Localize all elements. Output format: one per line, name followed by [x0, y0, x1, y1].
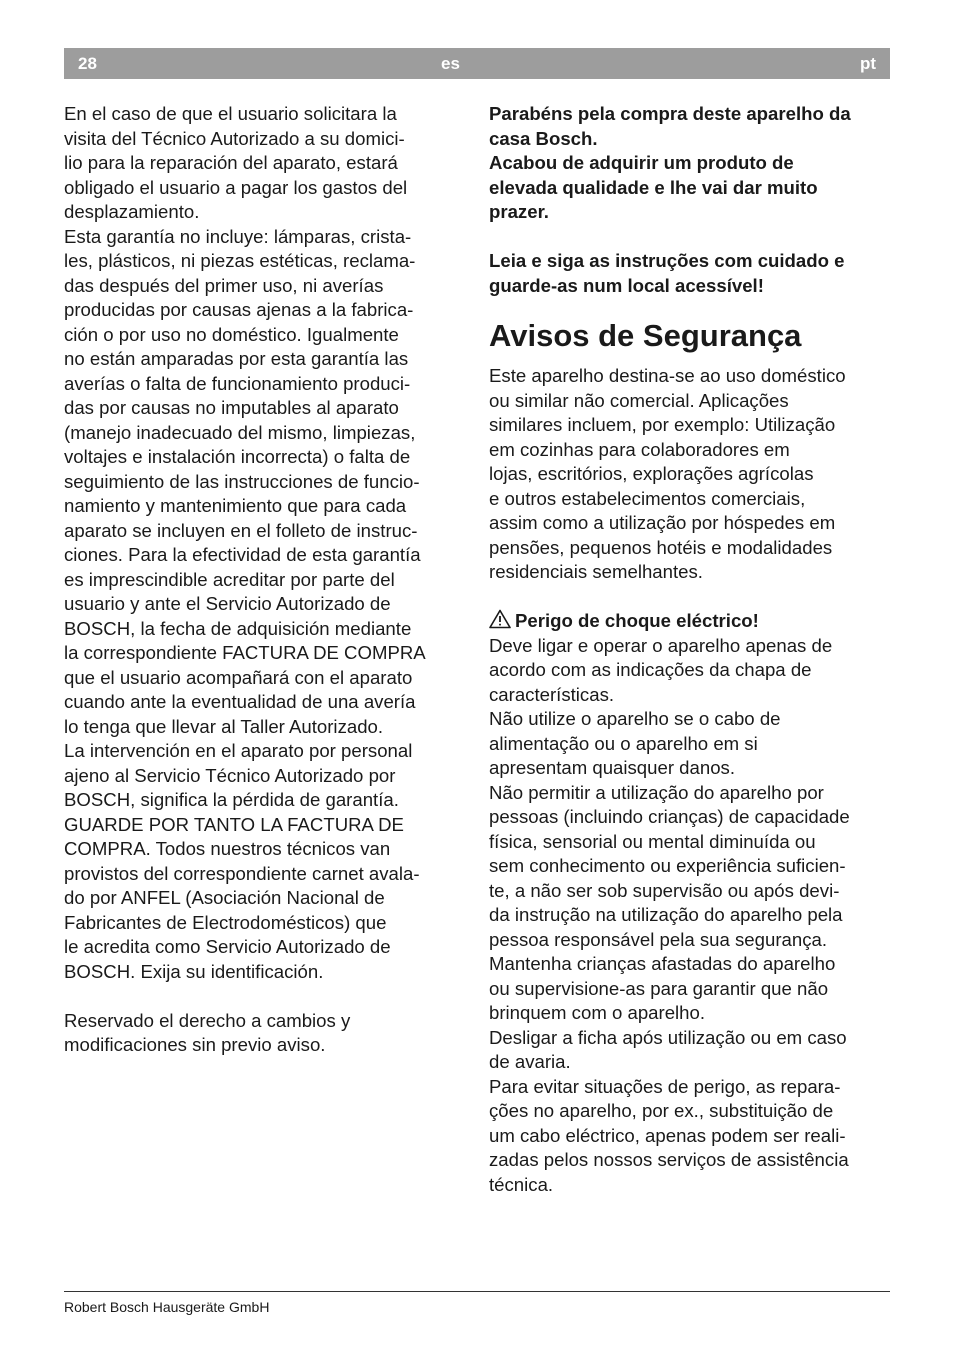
warning-title: Perigo de choque eléctrico!	[515, 610, 759, 631]
footer-company: Robert Bosch Hausgeräte GmbH	[64, 1299, 270, 1315]
warranty-paragraph-2: Esta garantía no incluye: lámparas, crista- les, plásticos, ni piezas estéticas, reclama- das después del primer uso, ni averías producidas por causas ajenas a la fabrica- ción o por uso no doméstico. Igualmente no están amparadas por esta garantía las averías o falta de funcionamiento produci- das por causas no imputables al aparato (manejo inadecuado del mismo, limpiezas, voltajes e instalación incorrecta) o falta de seguimiento de las instrucciones de funcio- namiento y mantenimiento que para cada aparato se incluyen en el folleto de instruc- ciones. Para la efectividad de esta garantía es imprescindible acreditar por parte del usuario y ante el Servicio Autorizado de BOSCH, la fecha de adquisición mediante la correspondiente FACTURA DE COMPRA que el usuario acompañará con el aparato cuando ante la eventualidad de una avería lo tenga que llevar al Taller Autorizado.	[64, 225, 426, 737]
language-label-pt: pt	[859, 54, 876, 73]
safety-instructions-paragraph: Deve ligar e operar o aparelho apenas de acordo com as indicações da chapa de características. Não utilize o aparelho se o cabo de alimentação ou o aparelho em si apresentam quaisquer danos. Não permitir a utilização do aparelho por pessoas (incluindo crianças) de capacidade física, sensorial ou mental diminuída ou sem conhecimento ou experiência suficien- te, a não ser sob supervisão ou após devi- da instrução na utilização do aparelho pela pessoa responsável pela sua segurança. Mantenha crianças afastadas do aparelho ou supervisione-as para garantir que não brinquem com o aparelho. Desligar a ficha após utilização ou em caso de avaria. Para evitar situações de perigo, as repara- ções no aparelho, por ex., substituição de um cabo eléctrico, apenas podem ser reali- zadas pelos nossos serviços de assistência técnica.	[489, 634, 850, 1195]
intro-instructions: Leia e siga as instruções com cuidado e guarde-as num local acessível!	[489, 250, 845, 296]
section-heading: Avisos de Segurança	[489, 318, 802, 353]
right-column-portuguese	[489, 102, 894, 1197]
warning-triangle-icon	[489, 609, 511, 629]
warning-title-line	[489, 609, 894, 634]
intended-use-paragraph: Este aparelho destina-se ao uso doméstico ou similar não comercial. Aplicações similares incluem, por exemplo: Utilização em cozinhas para colaboradores em lojas, escritórios, explorações agrícolas e outros estabelecimentos comerciais, assim como a utilização por hóspedes em pensões, pequenos hotéis e modalidades residenciais semelhantes.	[489, 365, 846, 582]
page-header-bar	[64, 48, 890, 79]
warranty-paragraph-1: En el caso de que el usuario solicitara la visita del Técnico Autorizado a su domici- lio para la reparación del aparato, estará obligado el usuario a pagar los gastos del desplazamiento.	[64, 103, 408, 222]
reserved-rights-note: Reservado el derecho a cambios y modificaciones sin previo aviso.	[64, 1009, 351, 1055]
page-number: 28	[78, 54, 97, 73]
warranty-paragraph-3: La intervención en el aparato por personal ajeno al Servicio Técnico Autorizado por BOSCH, significa la pérdida de garantía. GUARDE POR TANTO LA FACTURA DE COMPRA. Todos nuestros técnicos van provistos del correspondiente carnet avala- do por ANFEL (Asociación Nacional de Fabricantes de Electrodomésticos) que le acredita como Servicio Autorizado de BOSCH. Exija su identificación.	[64, 740, 420, 982]
footer-divider	[64, 1291, 890, 1292]
left-column-spanish	[64, 102, 464, 1058]
language-label-es: es	[441, 54, 460, 73]
intro-congratulations: Parabéns pela compra deste aparelho da casa Bosch. Acabou de adquirir um produto de elevada qualidade e lhe vai dar muito prazer.	[489, 103, 851, 222]
